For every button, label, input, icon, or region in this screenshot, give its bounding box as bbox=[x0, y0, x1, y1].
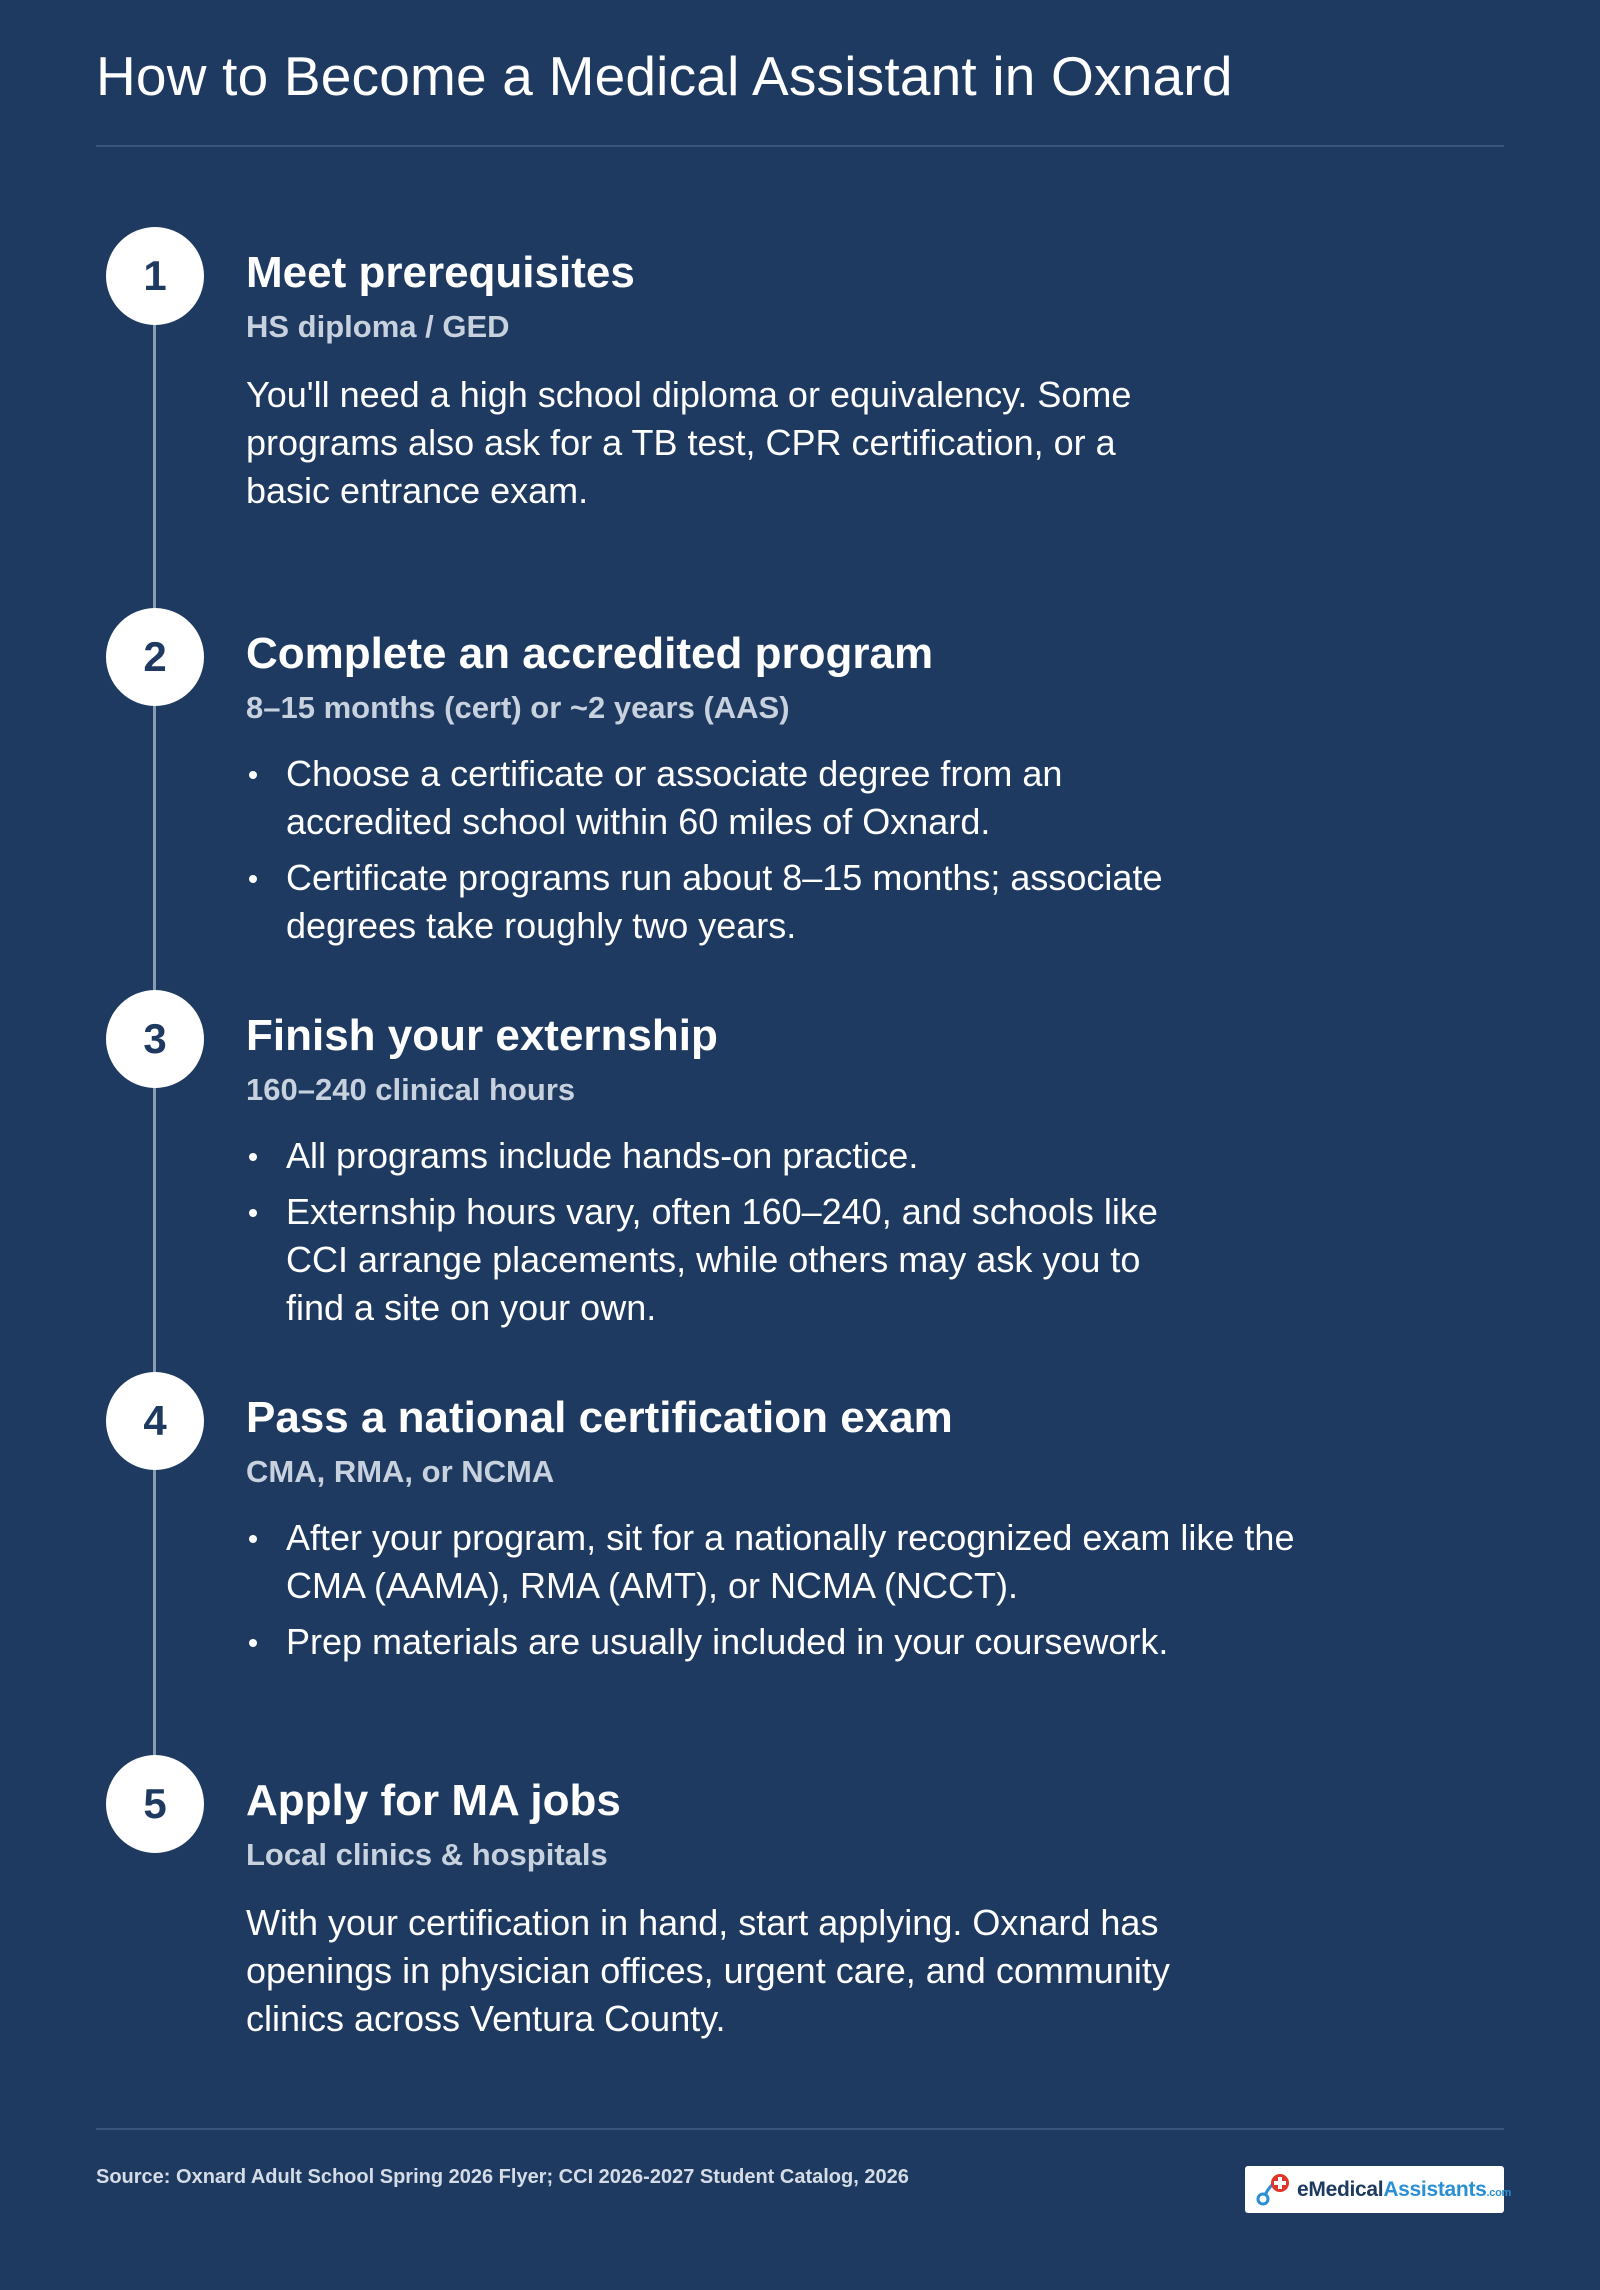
step-heading: Apply for MA jobs bbox=[246, 1776, 621, 1825]
bullet-item: Certificate programs run about 8–15 months; associate degrees take roughly two years. bbox=[246, 854, 1206, 950]
step-number-circle: 3 bbox=[106, 990, 204, 1088]
step-subheading: HS diploma / GED bbox=[246, 309, 510, 345]
step-body bbox=[246, 249, 1346, 515]
step-body bbox=[246, 1012, 1346, 1340]
step-subheading: 8–15 months (cert) or ~2 years (AAS) bbox=[246, 690, 790, 726]
source-citation: Source: Oxnard Adult School Spring 2026 Flyer; CCI 2026-2027 Student Catalog, 2026 bbox=[96, 2166, 909, 2188]
step-heading: Meet prerequisites bbox=[246, 248, 635, 297]
footer-divider bbox=[96, 2128, 1504, 2130]
bullet-item: Externship hours vary, often 160–240, and schools like CCI arrange placements, while others may ask you to find a site on your own. bbox=[246, 1188, 1206, 1332]
step-number-circle: 4 bbox=[106, 1372, 204, 1470]
bullet-item: After your program, sit for a nationally recognized exam like the CMA (AAMA), RMA (AMT), or NCMA (NCCT). bbox=[246, 1514, 1326, 1610]
step-body bbox=[246, 1777, 1346, 2043]
emedicalassistants-logo[interactable] bbox=[1245, 2166, 1512, 2213]
step-description: With your certification in hand, start applying. Oxnard has openings in physician offices, urgent care, and community clinics across Ventura County. bbox=[246, 1902, 1170, 2040]
logo-wordmark bbox=[1297, 2178, 1511, 2202]
logo-text-part2: Assistants bbox=[1383, 2177, 1487, 2201]
step-body bbox=[246, 1394, 1346, 1674]
logo-text-suffix: .com bbox=[1486, 2186, 1512, 2199]
step-heading: Finish your externship bbox=[246, 1011, 718, 1060]
logo-text-part1: eMedical bbox=[1297, 2177, 1384, 2201]
step-subheading: Local clinics & hospitals bbox=[246, 1837, 608, 1873]
step-heading: Pass a national certification exam bbox=[246, 1393, 953, 1442]
step-bullet-list bbox=[246, 1132, 1206, 1332]
step-description: You'll need a high school diploma or equivalency. Some programs also ask for a TB test, CPR certification, or a basic entrance exam. bbox=[246, 374, 1132, 512]
step-heading: Complete an accredited program bbox=[246, 629, 934, 678]
title-divider bbox=[96, 145, 1504, 147]
bullet-item: All programs include hands-on practice. bbox=[246, 1132, 1206, 1180]
step-number-circle: 1 bbox=[106, 227, 204, 325]
step-subheading: CMA, RMA, or NCMA bbox=[246, 1454, 555, 1490]
medical-cross-logo-icon bbox=[1253, 2171, 1293, 2209]
step-number-circle: 5 bbox=[106, 1755, 204, 1853]
bullet-item: Choose a certificate or associate degree from an accredited school within 60 miles of Oxnard. bbox=[246, 750, 1206, 846]
step-bullet-list bbox=[246, 1514, 1326, 1666]
step-bullet-list bbox=[246, 750, 1206, 950]
page-title: How to Become a Medical Assistant in Oxnard bbox=[96, 45, 1233, 107]
step-number-circle: 2 bbox=[106, 608, 204, 706]
step-subheading: 160–240 clinical hours bbox=[246, 1072, 576, 1108]
step-body bbox=[246, 630, 1346, 958]
bullet-item: Prep materials are usually included in your coursework. bbox=[246, 1618, 1326, 1666]
